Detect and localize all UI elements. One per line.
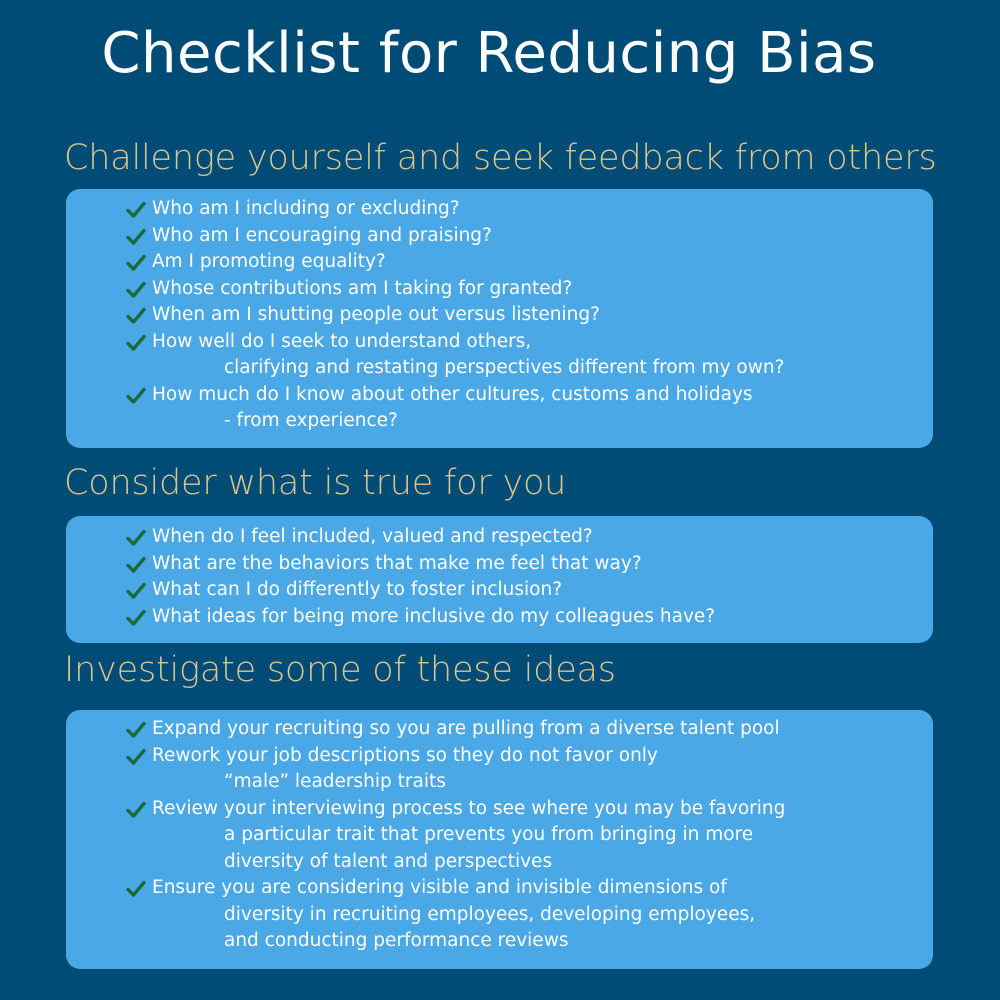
checklist-item — [124, 524, 933, 551]
checkmark-icon — [126, 556, 146, 574]
checklist-item-text: How much do I know about other cultures, customs and holidays — [152, 383, 753, 405]
checklist-item — [124, 223, 933, 250]
checklist-item — [124, 604, 933, 631]
checklist-item-text: How well do I seek to understand others, — [152, 330, 532, 352]
checklist-item-text: Who am I including or excluding? — [152, 198, 460, 219]
checkmark-icon — [126, 307, 146, 325]
checkmark-icon — [126, 748, 146, 766]
checklist-item — [124, 716, 933, 743]
checklist-item-text: Ensure you are considering visible and invisible dimensions of — [152, 877, 727, 898]
checklist-challenge — [66, 189, 933, 448]
checklist-item — [124, 875, 933, 955]
checkmark-icon — [126, 334, 146, 352]
checklist-item-text: When am I shutting people out versus listening? — [152, 304, 600, 325]
checkmark-icon — [126, 254, 146, 272]
checklist-item-continuation: clarifying and restating perspectives different from my own? — [224, 357, 785, 378]
checklist-item — [124, 551, 933, 578]
checklist-investigate — [66, 710, 933, 969]
checkmark-icon — [126, 228, 146, 246]
checklist-consider — [66, 516, 933, 643]
page-title: Checklist for Reducing Bias — [101, 21, 877, 86]
checklist-item — [124, 276, 933, 303]
checkmark-icon — [126, 721, 146, 739]
checkmark-icon — [126, 529, 146, 547]
checklist-item-text: What ideas for being more inclusive do my colleagues have? — [152, 605, 716, 627]
checkmark-icon — [126, 609, 146, 627]
checklist-item-continuation: - from experience? — [224, 410, 398, 431]
checkmark-icon — [126, 801, 146, 819]
checklist-item — [124, 577, 933, 604]
checklist-item-continuation: “male” leadership traits — [224, 771, 446, 792]
section-heading-consider: Consider what is true for you — [64, 463, 567, 503]
checklist-item-continuation: and conducting performance reviews — [224, 930, 569, 951]
checkmark-icon — [126, 201, 146, 219]
checklist-item-continuation: diversity in recruiting employees, developing employees, — [224, 903, 756, 925]
checkmark-icon — [126, 880, 146, 898]
checklist-item-text: Who am I encouraging and praising? — [152, 224, 492, 246]
checklist-item — [124, 329, 933, 382]
checklist-item-text: Rework your job descriptions so they do not favor only — [152, 744, 658, 766]
checklist-item-text: What are the behaviors that make me feel that way? — [152, 552, 642, 574]
section-heading-investigate: Investigate some of these ideas — [64, 650, 616, 690]
checkmark-icon — [126, 387, 146, 405]
checklist-item — [124, 743, 933, 796]
checklist-item-text: Expand your recruiting so you are pulling from a diverse talent pool — [152, 718, 780, 739]
checklist-item — [124, 796, 933, 876]
checklist-item-text: What can I do differently to foster inclusion? — [152, 579, 563, 600]
checklist-item — [124, 382, 933, 435]
checklist-item — [124, 249, 933, 276]
checklist-item-continuation: a particular trait that prevents you from bringing in more — [224, 824, 754, 845]
checkmark-icon — [126, 281, 146, 299]
checklist-item-text: When do I feel included, valued and respected? — [152, 526, 593, 547]
checklist-item — [124, 196, 933, 223]
section-heading-challenge: Challenge yourself and seek feedback from others — [64, 138, 937, 178]
checkmark-icon — [126, 582, 146, 600]
checklist-item-continuation: diversity of talent and perspectives — [224, 850, 553, 872]
checklist-item-text: Whose contributions am I taking for granted? — [152, 277, 573, 299]
checklist-item — [124, 302, 933, 329]
checklist-item-text: Review your interviewing process to see where you may be favoring — [152, 797, 786, 819]
checklist-item-text: Am I promoting equality? — [152, 251, 386, 272]
